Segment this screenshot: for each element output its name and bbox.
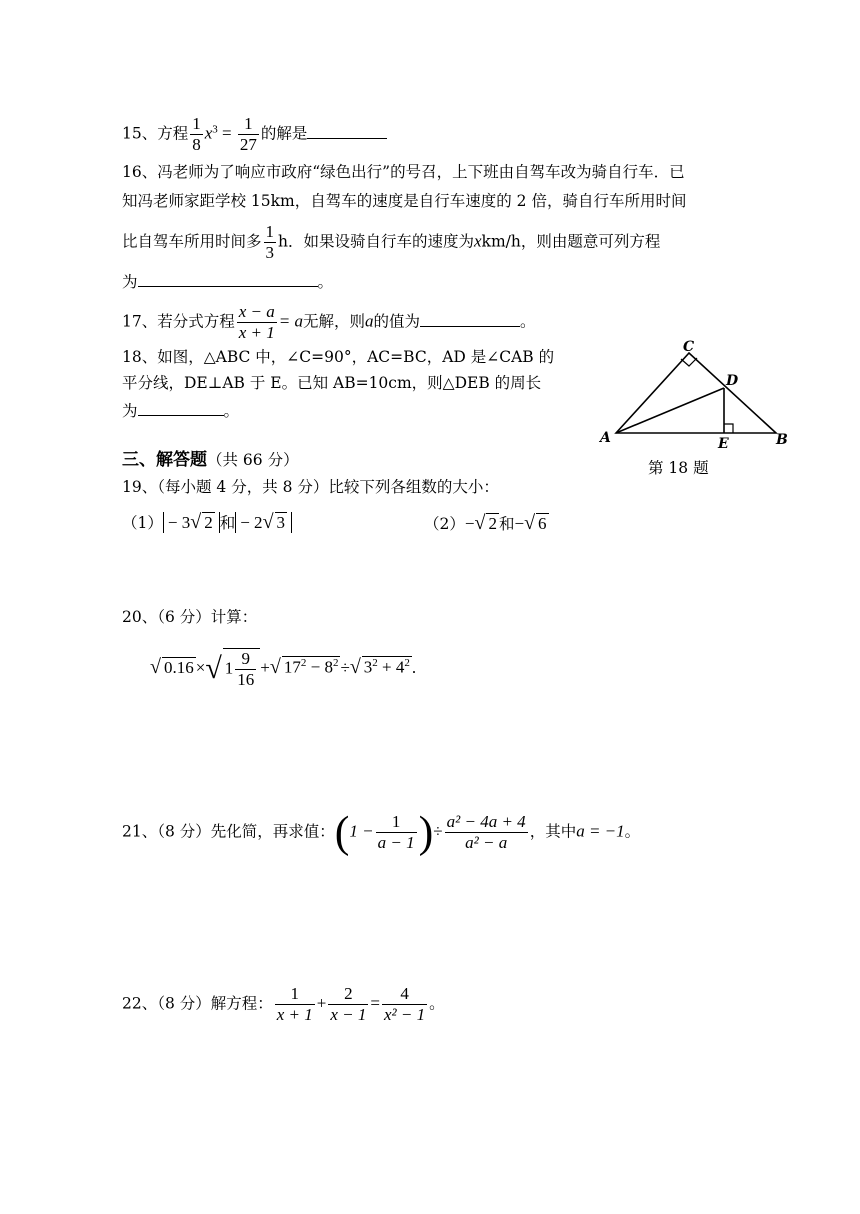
section-heading: 三、解答题（共 66 分） (122, 450, 299, 470)
triangle-abc (616, 353, 776, 433)
question-16-line4: 为 。 (122, 270, 333, 292)
fraction: $\frac{1}{3}$ (265, 222, 275, 262)
question-18-line2: 平分线，DE⊥AB 于 E。已知 AB=10cm，则△DEB 的周长 (122, 374, 542, 392)
label-e: E (718, 436, 729, 450)
question-16-line3: 比自驾车所用时间多 $\frac{1}{3}$ h．如果设骑自行车的速度为xkm/h，则由题意可列方程 (122, 222, 661, 262)
angle-bisector-ad (616, 388, 724, 433)
label-a: A (600, 430, 611, 446)
question-19-part1: （1） − 3√ 2 和 − 2√ 3 (122, 512, 292, 533)
question-20-title: 20、（6 分）计算： (122, 608, 258, 626)
label-c: C (683, 339, 695, 355)
label-d: D (726, 373, 739, 389)
question-17: 17、若分式方程 $\frac{x - a}{x + 1}$ = a无解，则a的值为 。 (122, 302, 536, 342)
triangle-figure (596, 338, 796, 450)
answer-blank[interactable] (420, 310, 520, 327)
question-16-line2: 知冯老师家距学校 15km，自驾车的速度是自行车速度的 2 倍，骑自行车所用时间 (122, 192, 687, 210)
question-19-part2: （2）−√ 2 和−√ 6 (424, 512, 547, 534)
answer-blank[interactable] (307, 122, 387, 139)
question-15: 15、方程 $\frac{1}{8}$ $x^3$ = $\frac{1}{27}$ 的解是 (122, 114, 387, 155)
question-18-line1: 18、如图，△ABC 中，∠C=90°，AC=BC，AD 是∠CAB 的 (122, 348, 555, 366)
figure-caption: 第 18 题 (648, 459, 709, 477)
question-16-line1: 16、冯老师为了响应市政府“绿色出行”的号召，上下班由自驾车改为骑自行车．已 (122, 163, 685, 181)
fraction: $\frac{x - a}{x + 1}$ (238, 302, 275, 342)
answer-blank[interactable] (138, 270, 318, 287)
fraction: $\frac{1}{8}$ (192, 114, 201, 154)
question-21: 21、（8 分）先化简，再求值：(1 − $\frac{1}{a - 1}$ )÷ $\frac{\text{a² − 4a + 4}}{\text{a² − a}}$ ，其中a = −1。 (122, 807, 641, 857)
label-b: B (776, 432, 788, 448)
question-22: 22、（8 分）解方程： $\frac{1}{x + 1}$ + $\frac{2}{x - 1}$ = $\frac{4}{\text{x² − 1}}$ 。 (122, 984, 445, 1024)
right-angle-mark-e (724, 424, 733, 433)
answer-blank[interactable] (138, 399, 224, 416)
question-19-title: 19、（每小题 4 分，共 8 分）比较下列各组数的大小： (122, 478, 499, 496)
fraction: $\frac{1}{27}$ (239, 114, 257, 154)
question-18-line3: 为 。 (122, 399, 239, 421)
question-20-expression: √ 0.16 ×√ 1 $\frac{9}{16}$ +√ $17^2 - 8^2$ ÷√ $3^2 + 4^2$ . (150, 649, 417, 689)
